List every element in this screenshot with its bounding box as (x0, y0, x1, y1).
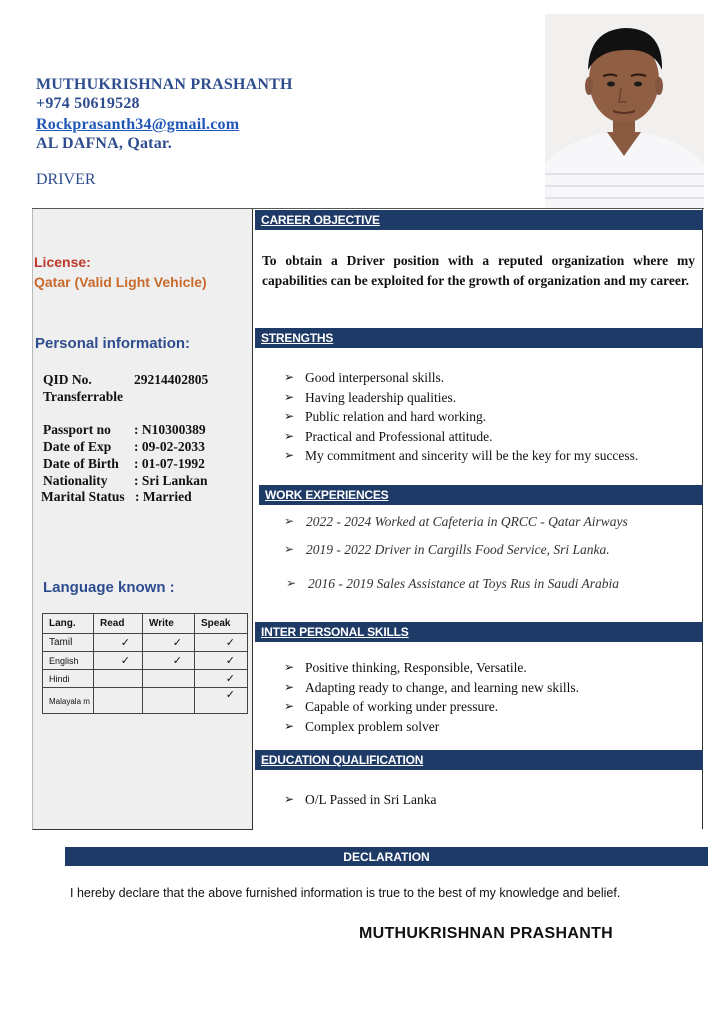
left-sidebar (32, 209, 253, 830)
qid-note: Transferrable (43, 389, 123, 404)
marital-label: Marital Status (41, 489, 125, 504)
exp-value: : 09-02-2033 (134, 439, 205, 454)
arrow-bullet-icon: ➢ (284, 428, 295, 443)
candidate-name: MUTHUKRISHNAN PRASHANTH (36, 76, 293, 93)
col-header-read: Read (94, 614, 143, 634)
phone-number: +974 50619528 (36, 95, 140, 112)
dob-label: Date of Birth (43, 456, 119, 471)
arrow-bullet-icon: ➢ (284, 542, 295, 556)
declaration-bar (65, 847, 708, 866)
job-role: DRIVER (36, 171, 96, 188)
education-bar (255, 750, 703, 770)
speak-check: ✓ (195, 652, 248, 670)
arrow-bullet-icon: ➢ (284, 409, 295, 423)
declaration-text: I hereby declare that the above furnished information is true to the best of my knowledge and belief. (70, 886, 621, 900)
table-row (43, 670, 248, 688)
write-check: ✓ (143, 652, 195, 670)
arrow-bullet-icon: ➢ (284, 370, 295, 384)
table-row (43, 652, 248, 670)
read-check: ✓ (94, 652, 143, 670)
list-item: ➢ Capable of working under pressure. (284, 697, 579, 717)
list-item: ➢ O/L Passed in Sri Lanka (284, 790, 436, 810)
read-empty (94, 688, 143, 714)
dob-value: : 01-07-1992 (134, 456, 205, 471)
write-check: ✓ (143, 634, 195, 652)
profile-photo (545, 14, 704, 208)
lang-name: Tamil (43, 634, 94, 652)
passport-label: Passport no (43, 422, 111, 437)
right-border (702, 209, 703, 829)
speak-check: ✓ (195, 670, 248, 688)
strengths-heading: STRENGTHS (261, 331, 334, 345)
qid-value: 29214402805 (134, 372, 209, 387)
list-item: ➢ 2019 - 2022 Driver in Cargills Food Service, Sri Lanka. (284, 542, 610, 557)
career-objective-bar (255, 210, 703, 230)
list-item: ➢ 2022 - 2024 Worked at Cafeteria in QRCC - Qatar Airways (284, 514, 628, 529)
nationality-label: Nationality (43, 473, 108, 488)
table-row (43, 634, 248, 652)
speak-check: ✓ (195, 688, 248, 714)
license-value: Qatar (Valid Light Vehicle) (34, 274, 207, 290)
interpersonal-bar (255, 622, 703, 642)
list-item: ➢ Adapting ready to change, and learning new skills. (284, 678, 579, 698)
arrow-bullet-icon: ➢ (284, 718, 295, 733)
arrow-bullet-icon: ➢ (284, 660, 295, 674)
portrait-image (545, 14, 704, 208)
col-header-lang: Lang. (43, 614, 94, 634)
lang-name: Hindi (43, 670, 94, 688)
list-item: ➢ Positive thinking, Responsible, Versatile. (284, 658, 579, 678)
list-item: ➢ Having leadership qualities. (284, 388, 638, 408)
lang-name: English (43, 652, 94, 670)
lang-name: Malayala m (43, 688, 94, 714)
interpersonal-heading: INTER PERSONAL SKILLS (261, 625, 409, 639)
personal-info-heading: Personal information: (35, 335, 191, 352)
list-item: ➢ My commitment and sincerity will be the key for my success. (284, 446, 638, 466)
education-heading: EDUCATION QUALIFICATION (261, 753, 424, 767)
col-header-speak: Speak (195, 614, 248, 634)
qid-label: QID No. (43, 372, 92, 387)
language-heading: Language known : (43, 579, 175, 596)
read-empty (94, 670, 143, 688)
arrow-bullet-icon: ➢ (284, 679, 295, 694)
work-experience-heading: WORK EXPERIENCES (265, 488, 389, 502)
list-item: ➢ 2016 - 2019 Sales Assistance at Toys Rus in Saudi Arabia (286, 576, 620, 591)
write-empty (143, 670, 195, 688)
signature-name: MUTHUKRISHNAN PRASHANTH (359, 925, 614, 942)
table-row (43, 688, 248, 714)
strengths-bar (255, 328, 703, 348)
arrow-bullet-icon: ➢ (286, 576, 297, 590)
table-header-row (43, 614, 248, 634)
arrow-bullet-icon: ➢ (284, 699, 295, 713)
career-objective-text: To obtain a Driver position with a reputed organization where my capabilities can be exploited for the growth of organization and my career. (262, 253, 695, 288)
license-label: License: (34, 254, 91, 270)
career-objective-heading: CAREER OBJECTIVE (261, 213, 380, 227)
nationality-value: : Sri Lankan (134, 473, 208, 488)
list-item: ➢ Good interpersonal skills. (284, 368, 638, 388)
read-check: ✓ (94, 634, 143, 652)
arrow-bullet-icon: ➢ (284, 389, 295, 404)
work-experience-bar (259, 485, 703, 505)
col-header-write: Write (143, 614, 195, 634)
list-item: ➢ Complex problem solver (284, 717, 579, 737)
write-empty (143, 688, 195, 714)
language-table (42, 613, 248, 714)
speak-check: ✓ (195, 634, 248, 652)
list-item: ➢ Practical and Professional attitude. (284, 427, 638, 447)
declaration-heading: DECLARATION (343, 850, 430, 864)
arrow-bullet-icon: ➢ (284, 792, 295, 806)
marital-value: : Married (135, 489, 192, 504)
strengths-list (284, 368, 638, 466)
location: AL DAFNA, Qatar. (36, 135, 172, 152)
passport-value: : N10300389 (134, 422, 206, 437)
education-list (284, 790, 436, 810)
interpersonal-list (284, 658, 579, 736)
arrow-bullet-icon: ➢ (284, 514, 295, 528)
email-link[interactable]: Rockprasanth34@gmail.com (36, 116, 240, 133)
list-item: ➢ Public relation and hard working. (284, 407, 638, 427)
exp-label: Date of Exp (43, 439, 112, 454)
arrow-bullet-icon: ➢ (284, 448, 295, 462)
